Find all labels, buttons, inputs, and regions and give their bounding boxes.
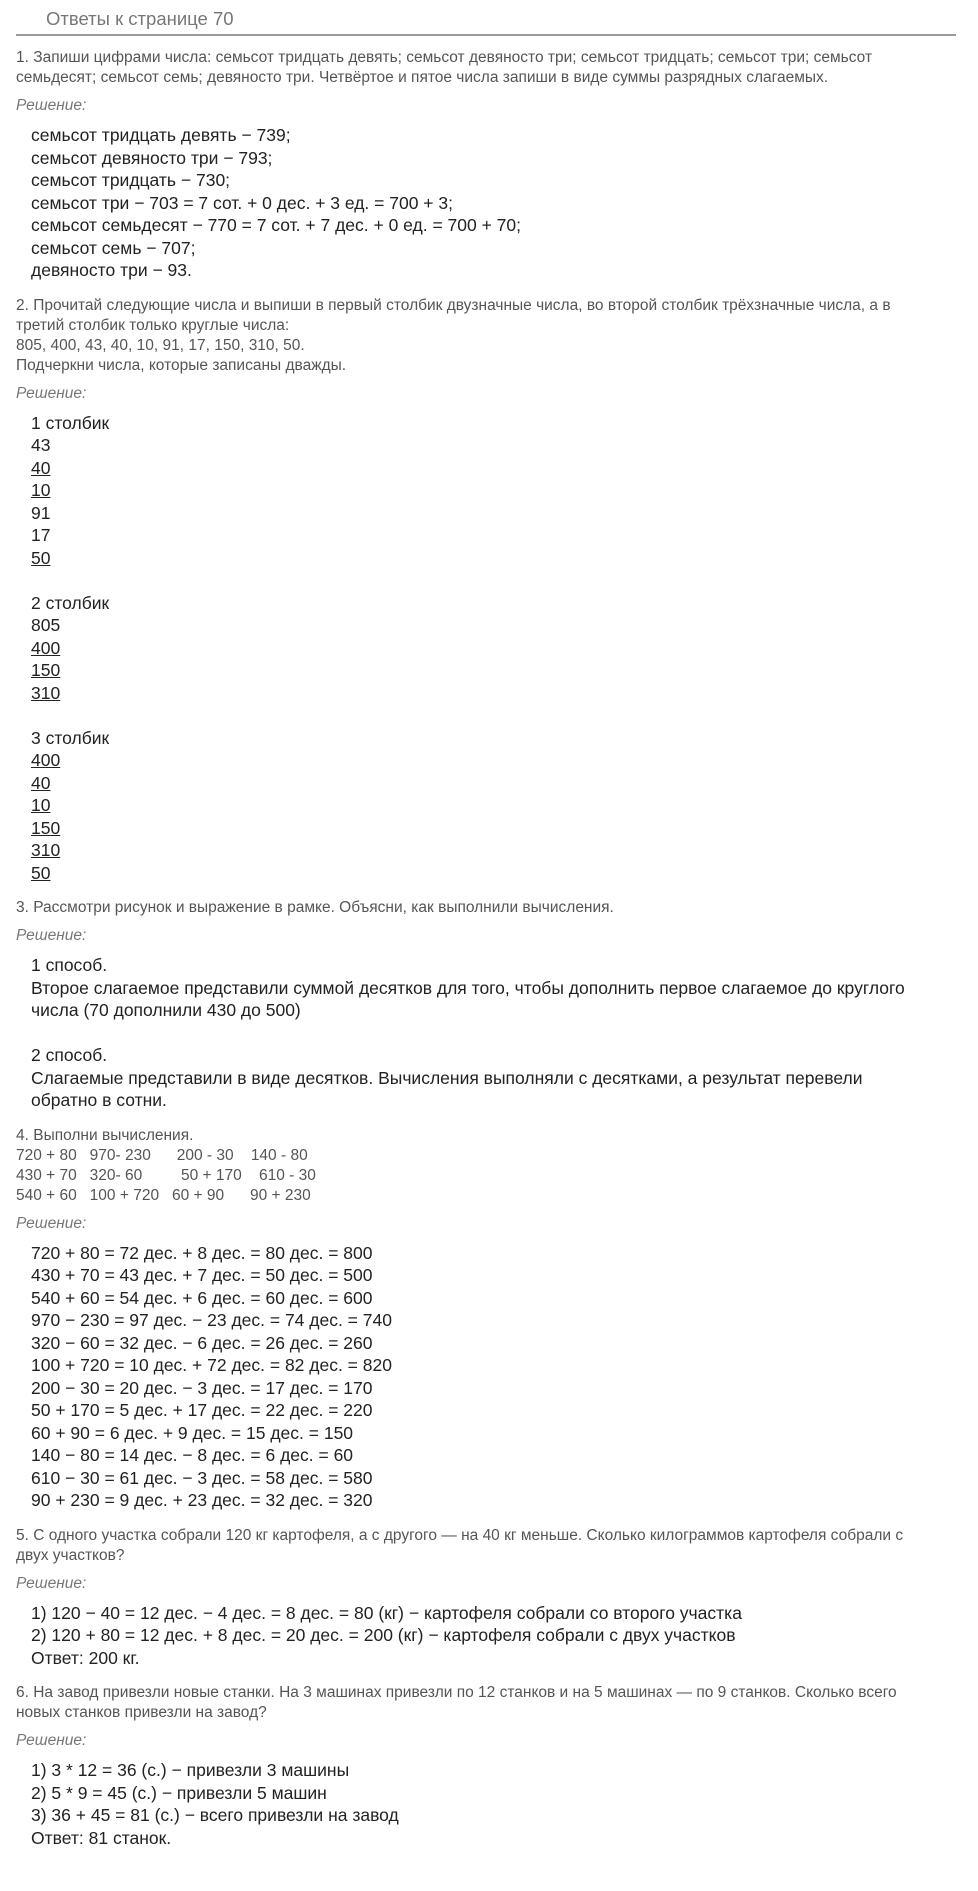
question-line: семьдесят; семьсот семь; девяносто три. Четвёртое и пятое числа запиши в виде суммы разрядных слагаемых.: [16, 69, 829, 86]
column-item-underlined: 150: [31, 660, 61, 680]
answer-line: семьсот тридцать девять − 739;: [31, 125, 291, 145]
column-item-underlined: 40: [31, 457, 51, 478]
answer-line: семьсот три − 703 = 7 сот. + 0 дес. + 3 ед. = 700 + 3;: [31, 192, 453, 213]
column-item-underlined: 150: [31, 817, 61, 838]
answer-line: семьсот девяносто три − 793;: [31, 147, 273, 168]
answer-line: 320 − 60 = 32 дес. − 6 дес. = 26 дес. = 260: [31, 1332, 373, 1353]
answer-line: семьсот семьдесят − 770 = 7 сот. + 7 дес. + 0 ед. = 700 + 70;: [31, 215, 521, 235]
task-6-question: [16, 1683, 956, 1723]
answer-line: 140 − 80 = 14 дес. − 8 дес. = 6 дес. = 60: [31, 1445, 354, 1465]
expression-row: 540 + 60 100 + 720 60 + 90 90 + 230: [16, 1186, 311, 1204]
question-line: 5. С одного участка собрали 120 кг картофеля, а с другого — на 40 кг меньше. Сколько килограммов картофеля собрали с: [16, 1526, 904, 1544]
answer-line: 1) 120 − 40 = 12 дес. − 4 дес. = 8 дес. = 80 (кг) − картофеля собрали со второго участка: [31, 1602, 742, 1623]
task-3-answer: [16, 954, 956, 1112]
task-6-answer: [16, 1759, 956, 1849]
task-1-question: [16, 48, 956, 88]
answer-line: 430 + 70 = 43 дес. + 7 дес. = 50 дес. = 500: [31, 1265, 373, 1285]
task-1: [16, 48, 956, 282]
answer-line: 2) 5 * 9 = 45 (с.) − привезли 5 машин: [31, 1782, 327, 1803]
task-5-answer: [16, 1602, 956, 1670]
answer-line: девяносто три − 93.: [31, 260, 192, 280]
spacer: [31, 1022, 956, 1045]
answer-line: 60 + 90 = 6 дес. + 9 дес. = 15 дес. = 150: [31, 1422, 354, 1443]
answer-line: 1) 3 * 12 = 36 (с.) − привезли 3 машины: [31, 1760, 350, 1780]
task-4-question: [16, 1126, 956, 1206]
answer-line: 3) 36 + 45 = 81 (с.) − всего привезли на завод: [31, 1805, 399, 1825]
task-3-question: [16, 898, 956, 918]
column-item: 805: [31, 615, 61, 635]
answer-line: семьсот тридцать − 730;: [31, 170, 231, 190]
answer-line: 540 + 60 = 54 дес. + 6 дес. = 60 дес. = 600: [31, 1287, 373, 1308]
answer-line: Ответ: 200 кг.: [31, 1647, 140, 1668]
expression-row: 720 + 80 970- 230 200 - 30 140 - 80: [16, 1146, 308, 1164]
question-line: 1. Запиши цифрами числа: семьсот тридцать девять; семьсот девяносто три; семьсот тридцать; семьсот три; семьсот: [16, 49, 873, 66]
answer-line: Второе слагаемое представили суммой десятков для того, чтобы дополнить первое слагаемое до круглого: [31, 977, 905, 998]
column-item-underlined: 310: [31, 840, 61, 860]
answer-line: 610 − 30 = 61 дес. − 3 дес. = 58 дес. = 580: [31, 1467, 373, 1488]
column-item-underlined: 310: [31, 682, 61, 703]
task-2: [16, 296, 956, 885]
answer-line: Ответ: 81 станок.: [31, 1827, 172, 1848]
answer-line: 1 способ.: [31, 955, 108, 975]
task-6: [16, 1683, 956, 1849]
question-line: Подчеркни числа, которые записаны дважды.: [16, 356, 347, 374]
spacer: [31, 569, 956, 592]
answer-line: 90 + 230 = 9 дес. + 23 дес. = 32 дес. = 320: [31, 1490, 373, 1510]
question-line: 4. Выполни вычисления.: [16, 1126, 194, 1144]
solution-label: Решение:: [16, 927, 87, 944]
question-line: третий столбик только круглые числа:: [16, 316, 290, 334]
question-line: 805, 400, 43, 40, 10, 91, 17, 150, 310, 50.: [16, 336, 305, 354]
column-item-underlined: 10: [31, 480, 51, 500]
answer-line: числа (70 дополнили 430 до 500): [31, 1000, 301, 1020]
answer-line: 970 − 230 = 97 дес. − 23 дес. = 74 дес. = 740: [31, 1310, 392, 1330]
task-1-answer: [16, 124, 956, 282]
task-2-answer: [16, 412, 956, 885]
answer-line: 2 способ.: [31, 1045, 108, 1065]
question-line: 3. Рассмотри рисунок и выражение в рамке. Объясни, как выполнили вычисления.: [16, 899, 614, 916]
solution-label: Решение:: [16, 1214, 87, 1232]
task-5: [16, 1526, 956, 1670]
column-title: 1 столбик: [31, 412, 110, 433]
column-item-underlined: 40: [31, 772, 51, 793]
answer-line: обратно в сотни.: [31, 1090, 167, 1110]
answer-line: 200 − 30 = 20 дес. − 3 дес. = 17 дес. = 170: [31, 1377, 373, 1398]
solution-label: Решение:: [16, 384, 87, 402]
task-3: [16, 898, 956, 1112]
page-title: Ответы к странице 70: [16, 0, 956, 36]
solution-label: Решение:: [16, 97, 87, 114]
column-item-underlined: 10: [31, 795, 51, 815]
expression-row: 430 + 70 320- 60 50 + 170 610 - 30: [16, 1166, 316, 1184]
column-title: 2 столбик: [31, 592, 110, 613]
answer-line: 2) 120 + 80 = 12 дес. + 8 дес. = 20 дес. = 200 (кг) − картофеля собрали с двух участков: [31, 1625, 736, 1645]
answer-line: 100 + 720 = 10 дес. + 72 дес. = 82 дес. = 820: [31, 1355, 392, 1375]
column-title: 3 столбик: [31, 727, 110, 748]
solution-label: Решение:: [16, 1732, 87, 1749]
task-5-question: [16, 1526, 956, 1566]
column-item-underlined: 50: [31, 547, 51, 568]
question-line: 6. На завод привезли новые станки. На 3 машинах привезли по 12 станков и на 5 машинах — по 9 станков. Сколько всего: [16, 1684, 897, 1701]
column-item: 43: [31, 435, 51, 455]
question-line: двух участков?: [16, 1546, 125, 1564]
spacer: [31, 704, 956, 727]
column-item-underlined: 400: [31, 750, 61, 770]
column-item-underlined: 400: [31, 637, 61, 658]
answer-line: 720 + 80 = 72 дес. + 8 дес. = 80 дес. = 800: [31, 1242, 373, 1263]
column-item: 91: [31, 502, 51, 523]
question-line: новых станков привезли на завод?: [16, 1704, 267, 1721]
task-2-question: [16, 296, 956, 376]
column-item-underlined: 50: [31, 862, 51, 883]
answer-line: Слагаемые представили в виде десятков. Вычисления выполняли с десятками, а результат перевели: [31, 1067, 863, 1088]
task-4-answer: [16, 1242, 956, 1512]
task-4: [16, 1126, 956, 1512]
answer-line: 50 + 170 = 5 дес. + 17 дес. = 22 дес. = 220: [31, 1400, 373, 1420]
column-item: 17: [31, 525, 51, 545]
solution-label: Решение:: [16, 1574, 87, 1592]
question-line: 2. Прочитай следующие числа и выпиши в первый столбик двузначные числа, во второй столбик трёхзначные числа, а в: [16, 296, 891, 314]
answer-line: семьсот семь − 707;: [31, 237, 196, 258]
